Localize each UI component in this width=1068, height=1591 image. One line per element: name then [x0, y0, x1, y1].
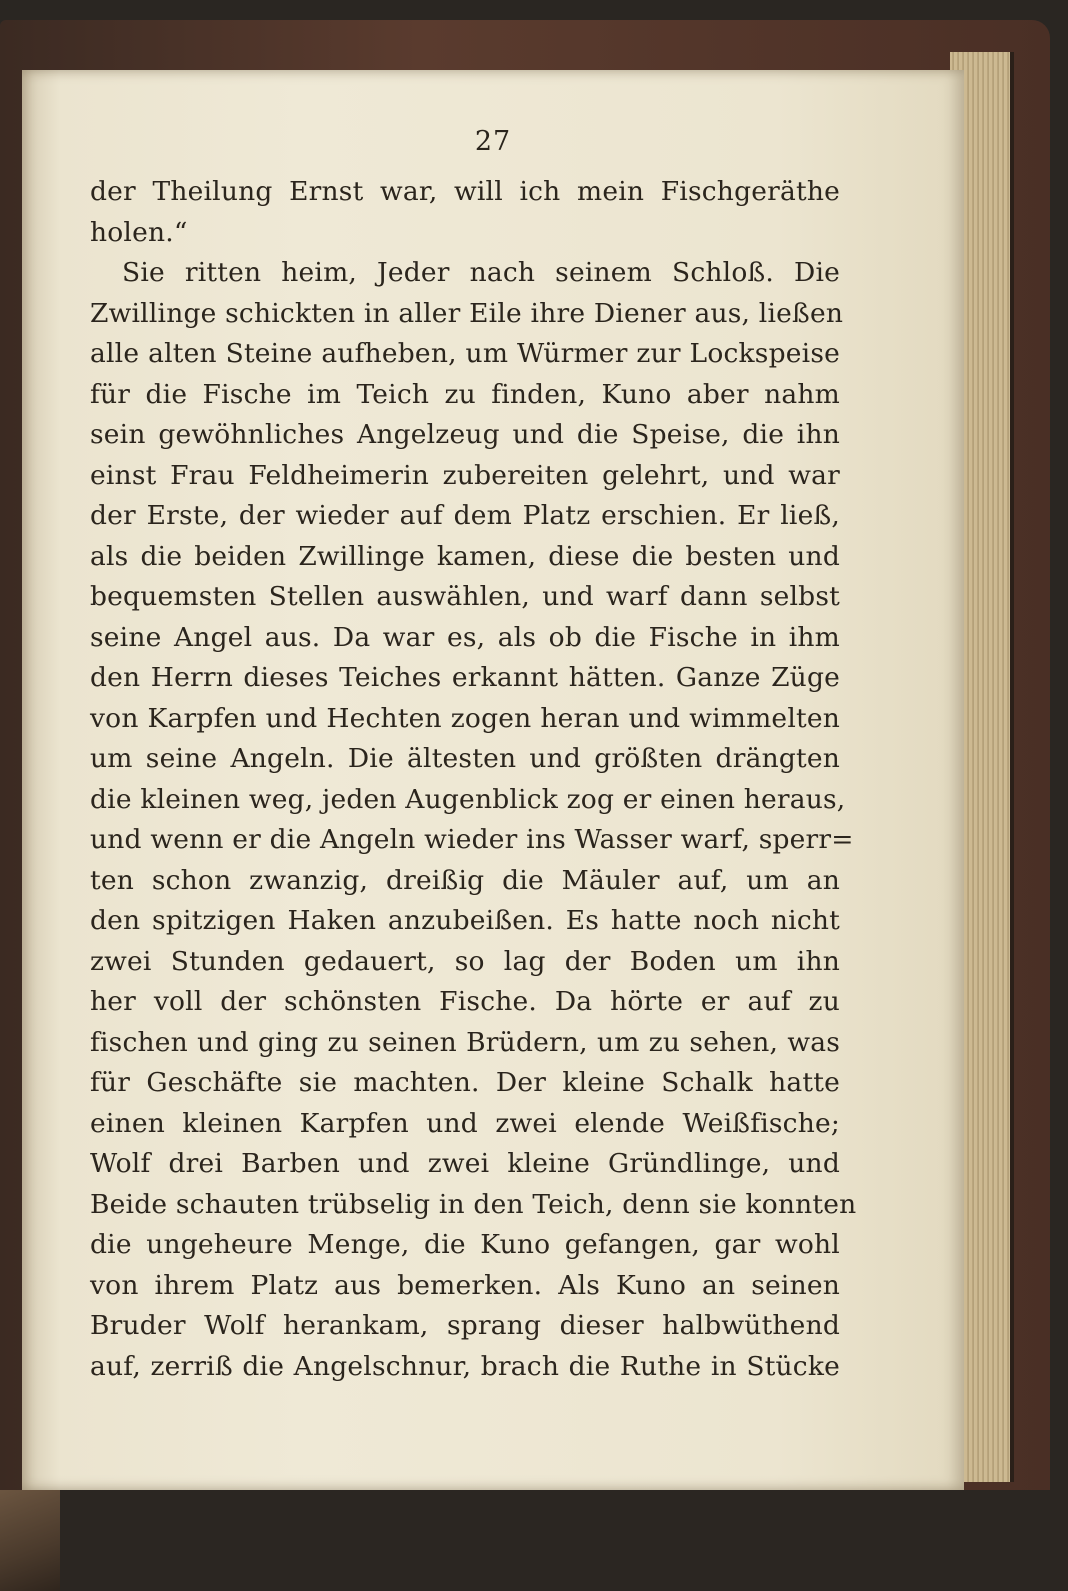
text-line: her voll der schönsten Fische. Da hörte er auf zu — [90, 986, 840, 1017]
text-line: den spitzigen Haken anzubeißen. Es hatte noch nicht — [90, 905, 840, 936]
text-line: den Herrn dieses Teiches erkannt hätten. Ganze Züge — [90, 662, 840, 693]
text-line: um seine Angeln. Die ältesten und größten drängten — [90, 743, 840, 774]
text-line: bequemsten Stellen auswählen, und warf dann selbst — [90, 581, 840, 612]
text-line: Wolf drei Barben und zwei kleine Gründlinge, und — [90, 1148, 840, 1179]
text-line: die ungeheure Menge, die Kuno gefangen, gar wohl — [90, 1229, 840, 1260]
text-line: die kleinen weg, jeden Augenblick zog er einen heraus, — [90, 783, 846, 815]
text-line: fischen und ging zu seinen Brüdern, um zu sehen, was — [90, 1026, 840, 1058]
text-line: zwei Stunden gedauert, so lag der Boden um ihn — [90, 945, 840, 977]
text-line: für Geschäfte sie machten. Der kleine Schalk hatte — [90, 1067, 840, 1098]
text-line: ten schon zwanzig, dreißig die Mäuler auf, um an — [90, 864, 840, 896]
text-line: und wenn er die Angeln wieder ins Wasser warf, sperr= — [90, 824, 854, 855]
text-line: einen kleinen Karpfen und zwei elende Weißfische; — [90, 1107, 840, 1139]
text-line: holen.“ — [90, 216, 188, 248]
text-line: einst Frau Feldheimerin zubereiten gelehrt, und war — [90, 459, 840, 491]
text-line: seine Angel aus. Da war es, als ob die Fische in ihm — [90, 621, 840, 653]
text-line: von Karpfen und Hechten zogen heran und wimmelten — [90, 702, 840, 734]
text-line: Zwillinge schickten in aller Eile ihre Diener aus, ließen — [90, 297, 844, 329]
book-page — [22, 70, 964, 1490]
text-line: für die Fische im Teich zu finden, Kuno aber nahm — [90, 378, 840, 410]
text-line: Beide schauten trübselig in den Teich, denn sie konnten — [90, 1188, 857, 1220]
text-line: sein gewöhnliches Angelzeug und die Speise, die ihn — [90, 419, 840, 450]
bookmark-ribbon — [0, 1490, 60, 1591]
text-line: der Erste, der wieder auf dem Platz erschien. Er ließ, — [90, 500, 840, 531]
text-line: Bruder Wolf herankam, sprang dieser halbwüthend — [90, 1310, 840, 1341]
text-line: alle alten Steine aufheben, um Würmer zur Lockspeise — [90, 338, 840, 369]
text-line: als die beiden Zwillinge kamen, diese die besten und — [90, 540, 840, 572]
text-line: auf, zerriß die Angelschnur, brach die Ruthe in Stücke — [90, 1350, 840, 1382]
text-line: von ihrem Platz aus bemerken. Als Kuno an seinen — [90, 1269, 840, 1301]
page-number: 27 — [474, 126, 512, 157]
background-table — [0, 1490, 1068, 1591]
text-line: Sie ritten heim, Jeder nach seinem Schloß. Die — [122, 257, 840, 288]
text-line: der Theilung Ernst war, will ich mein Fischgeräthe — [90, 176, 840, 207]
page-text — [90, 172, 857, 1387]
